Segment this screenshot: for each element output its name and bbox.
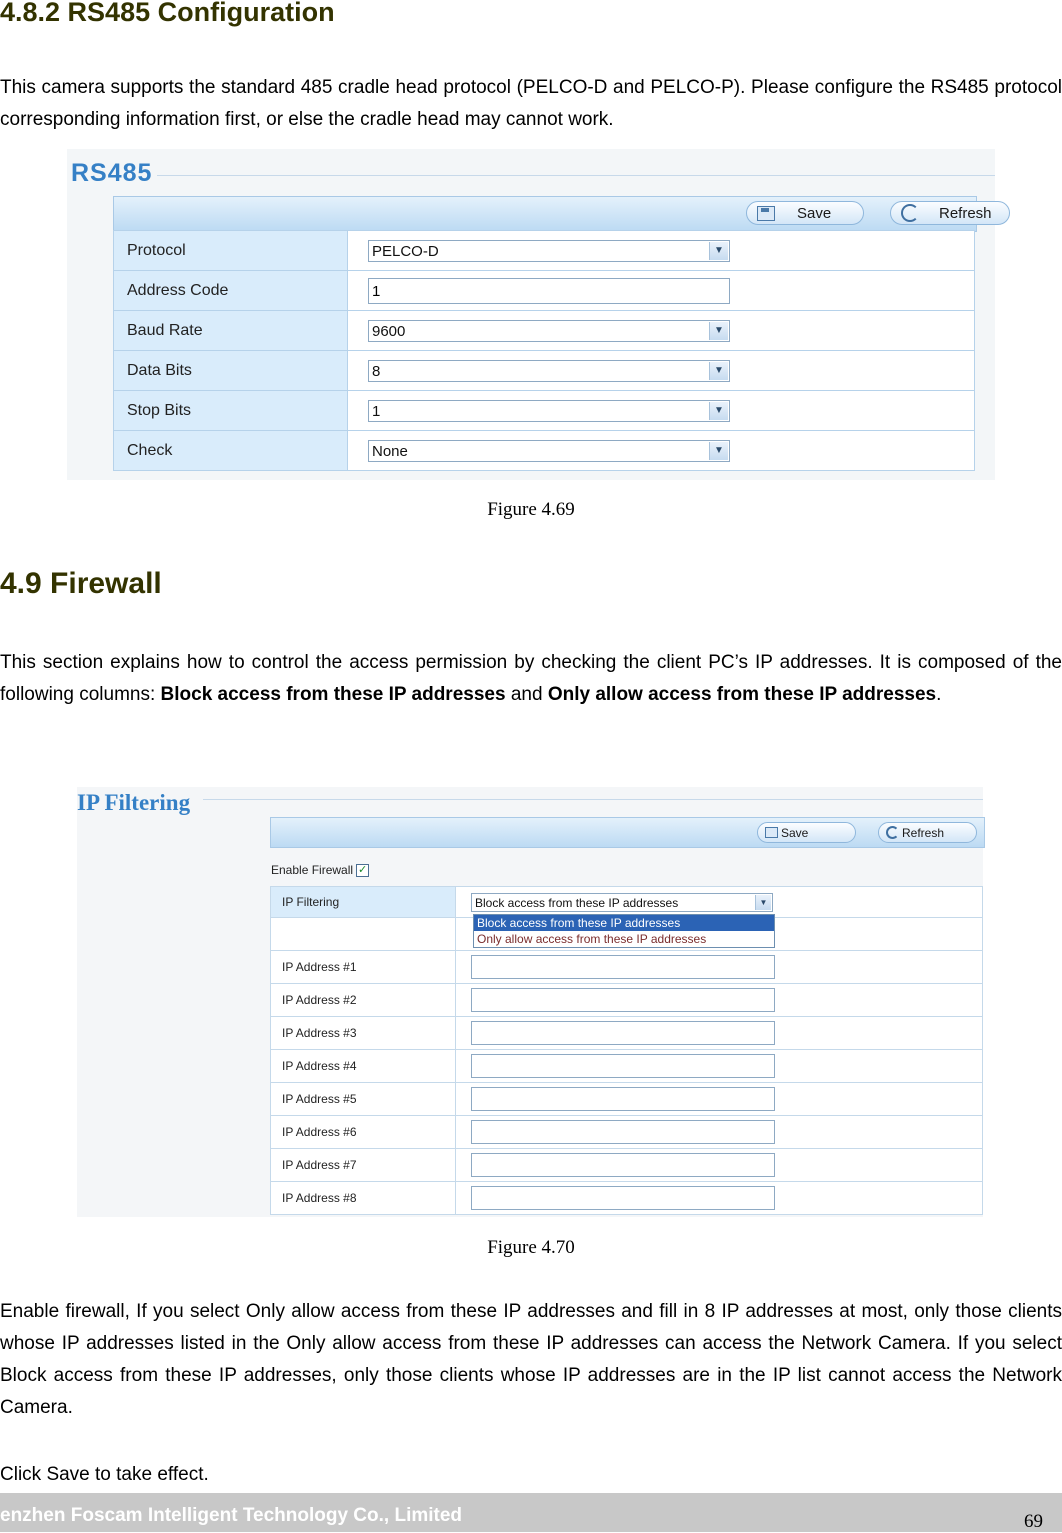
spacer-cell bbox=[271, 918, 456, 951]
row-ip-5 bbox=[271, 1083, 983, 1116]
baud-rate-label: Baud Rate bbox=[114, 311, 348, 351]
ip-filtering-label: IP Filtering bbox=[271, 887, 456, 918]
bold-only-allow: Only allow access from these IP addresses bbox=[547, 684, 937, 705]
row-ip-2 bbox=[271, 984, 983, 1017]
row-address-code bbox=[114, 271, 975, 311]
chevron-down-icon[interactable]: ▼ bbox=[755, 895, 771, 910]
row-check bbox=[114, 431, 975, 471]
refresh-icon bbox=[886, 826, 899, 839]
section-heading-firewall: 4.9 Firewall bbox=[0, 567, 162, 600]
firewall-intro-paragraph bbox=[0, 647, 1062, 711]
protocol-value: PELCO-D bbox=[372, 242, 439, 260]
ip-address-4-cell bbox=[456, 1050, 983, 1083]
footer-company: enzhen Foscam Intelligent Technology Co., Limited bbox=[0, 1505, 463, 1526]
dropdown-option-only-allow[interactable]: Only allow access from these IP addresses bbox=[477, 932, 707, 946]
ip-address-1-input[interactable] bbox=[471, 955, 775, 979]
ip-address-2-label: IP Address #2 bbox=[271, 984, 456, 1017]
ip-address-4-input[interactable] bbox=[471, 1054, 775, 1078]
figure-caption-470: Figure 4.70 bbox=[487, 1237, 575, 1258]
toolbar bbox=[113, 196, 992, 232]
address-code-input[interactable]: 1 bbox=[368, 278, 730, 304]
ip-address-8-cell bbox=[456, 1182, 983, 1215]
page-number: 69 bbox=[1024, 1511, 1043, 1532]
ip-address-2-input[interactable] bbox=[471, 988, 775, 1012]
row-data-bits bbox=[114, 351, 975, 391]
figure-caption-469: Figure 4.69 bbox=[487, 499, 575, 520]
section-heading-rs485: 4.8.2 RS485 Configuration bbox=[0, 0, 335, 27]
row-ip-7 bbox=[271, 1149, 983, 1182]
data-bits-label: Data Bits bbox=[114, 351, 348, 391]
ip-address-3-cell bbox=[456, 1017, 983, 1050]
page-footer bbox=[0, 1493, 1062, 1532]
check-select[interactable] bbox=[368, 440, 730, 462]
protocol-label: Protocol bbox=[114, 231, 348, 271]
ip-address-3-label: IP Address #3 bbox=[271, 1017, 456, 1050]
save-button[interactable] bbox=[757, 822, 856, 843]
ip-address-6-cell bbox=[456, 1116, 983, 1149]
check-label: Check bbox=[114, 431, 348, 471]
ip-address-5-cell bbox=[456, 1083, 983, 1116]
row-ip-8 bbox=[271, 1182, 983, 1215]
address-code-cell bbox=[348, 271, 975, 311]
ip-address-2-cell bbox=[456, 984, 983, 1017]
toolbar bbox=[270, 817, 985, 848]
ip-address-5-label: IP Address #5 bbox=[271, 1083, 456, 1116]
ip-address-7-cell bbox=[456, 1149, 983, 1182]
save-instruction-paragraph: Click Save to take effect. bbox=[0, 1464, 209, 1485]
ip-address-6-label: IP Address #6 bbox=[271, 1116, 456, 1149]
refresh-label: Refresh bbox=[939, 204, 992, 222]
ip-filtering-panel bbox=[77, 787, 983, 1217]
ip-address-1-label: IP Address #1 bbox=[271, 951, 456, 984]
row-stop-bits bbox=[114, 391, 975, 431]
rs485-settings-table bbox=[113, 230, 975, 471]
save-icon bbox=[757, 206, 775, 221]
title-rule bbox=[203, 799, 983, 800]
data-bits-value: 8 bbox=[372, 362, 381, 380]
ip-address-7-input[interactable] bbox=[471, 1153, 775, 1177]
ip-address-1-cell bbox=[456, 951, 983, 984]
panel-title: RS485 bbox=[71, 159, 153, 187]
baud-rate-cell bbox=[348, 311, 975, 351]
panel-title: IP Filtering bbox=[77, 790, 191, 815]
baud-rate-value: 9600 bbox=[372, 322, 406, 340]
ip-address-5-input[interactable] bbox=[471, 1087, 775, 1111]
protocol-select[interactable] bbox=[368, 240, 730, 262]
intro-text: This section explains how to control the access permission by checking the client PC’s IP addresses. It is composed of the following columns: bbox=[0, 652, 1062, 705]
chevron-down-icon[interactable]: ▼ bbox=[709, 442, 728, 460]
ip-filtering-value: Block access from these IP addresses bbox=[475, 895, 679, 910]
check-value: None bbox=[372, 442, 408, 460]
row-ip-6 bbox=[271, 1116, 983, 1149]
ip-address-8-input[interactable] bbox=[471, 1186, 775, 1210]
and-text: and bbox=[505, 684, 548, 705]
enable-firewall-row bbox=[271, 863, 369, 877]
refresh-button[interactable] bbox=[890, 201, 1010, 225]
data-bits-cell bbox=[348, 351, 975, 391]
refresh-icon bbox=[901, 204, 919, 222]
ip-address-3-input[interactable] bbox=[471, 1021, 775, 1045]
chevron-down-icon[interactable]: ▼ bbox=[709, 402, 728, 420]
save-icon bbox=[765, 827, 778, 838]
address-code-label: Address Code bbox=[114, 271, 348, 311]
chevron-down-icon[interactable]: ▼ bbox=[709, 322, 728, 340]
refresh-label: Refresh bbox=[902, 825, 945, 840]
row-protocol bbox=[114, 231, 975, 271]
stop-bits-cell bbox=[348, 391, 975, 431]
enable-firewall-label: Enable Firewall bbox=[271, 863, 354, 877]
ip-filtering-cell bbox=[456, 887, 983, 918]
dropdown-option-block[interactable]: Block access from these IP addresses bbox=[474, 915, 774, 931]
stop-bits-label: Stop Bits bbox=[114, 391, 348, 431]
bold-block-access: Block access from these IP addresses bbox=[160, 684, 506, 705]
row-ip-3 bbox=[271, 1017, 983, 1050]
title-rule bbox=[157, 175, 995, 176]
refresh-button[interactable] bbox=[878, 822, 977, 843]
ip-address-4-label: IP Address #4 bbox=[271, 1050, 456, 1083]
save-label: Save bbox=[781, 825, 809, 840]
baud-rate-select[interactable] bbox=[368, 320, 730, 342]
data-bits-select[interactable] bbox=[368, 360, 730, 382]
enable-firewall-checkbox[interactable]: ✓ bbox=[357, 863, 368, 876]
chevron-down-icon[interactable]: ▼ bbox=[709, 362, 728, 380]
save-label: Save bbox=[797, 204, 832, 222]
row-ip-4 bbox=[271, 1050, 983, 1083]
ip-address-6-input[interactable] bbox=[471, 1120, 775, 1144]
row-baud-rate bbox=[114, 311, 975, 351]
ip-filtering-select[interactable] bbox=[471, 893, 773, 912]
ip-address-7-label: IP Address #7 bbox=[271, 1149, 456, 1182]
firewall-explanation-paragraph: Enable firewall, If you select Only allow access from these IP addresses and fill in 8 IP addresses at most, only those clients whose IP addresses listed in the Only allow access from these IP addresses can access the Network Camera. If you select Block access from these IP addresses, only those clients whose IP addresses are in the IP list cannot access the Network Camera. bbox=[0, 1301, 1062, 1418]
row-ip-filtering bbox=[271, 887, 983, 918]
chevron-down-icon[interactable]: ▼ bbox=[709, 242, 728, 260]
ip-address-8-label: IP Address #8 bbox=[271, 1182, 456, 1215]
period: . bbox=[936, 684, 942, 705]
stop-bits-value: 1 bbox=[372, 402, 381, 420]
rs485-intro-paragraph: This camera supports the standard 485 cradle head protocol (PELCO-D and PELCO-P). Please configure the RS485 protocol corresponding information first, or else the cradle head may cannot work. bbox=[0, 77, 1062, 130]
stop-bits-select[interactable] bbox=[368, 400, 730, 422]
protocol-cell bbox=[348, 231, 975, 271]
check-cell bbox=[348, 431, 975, 471]
rs485-settings-panel bbox=[67, 149, 995, 480]
row-ip-1 bbox=[271, 951, 983, 984]
save-button[interactable] bbox=[746, 201, 864, 225]
ip-filtering-dropdown-list bbox=[473, 914, 775, 948]
